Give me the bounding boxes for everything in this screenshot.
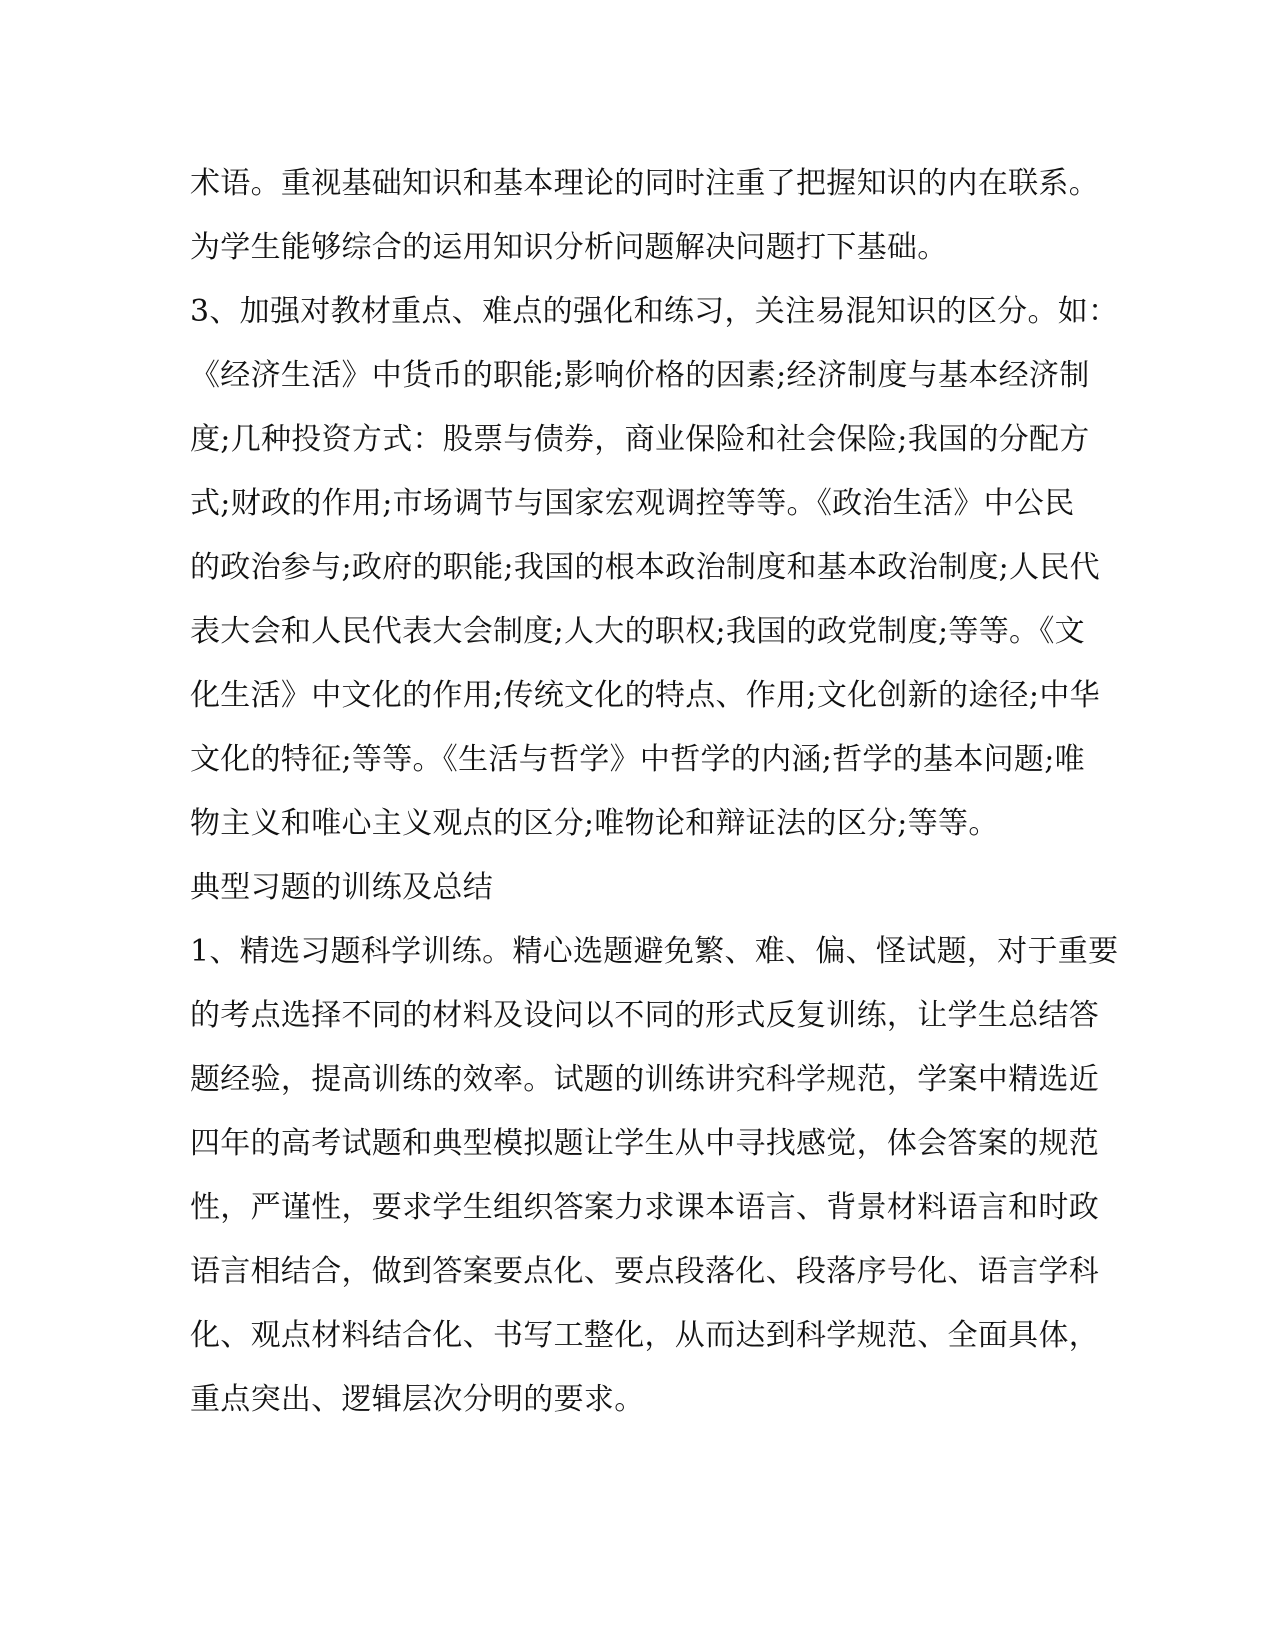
text-line: 度;几种投资方式：股票与债券，商业保险和社会保险;我国的分配方	[190, 422, 1090, 457]
text-line: 为学生能够综合的运用知识分析问题解决问题打下基础。	[190, 230, 948, 265]
text-line: 的政治参与;政府的职能;我国的根本政治制度和基本政治制度;人民代	[190, 550, 1100, 585]
text-line: 《经济生活》中货币的职能;影响价格的因素;经济制度与基本经济制	[190, 358, 1090, 393]
text-line: 的考点选择不同的材料及设问以不同的形式反复训练，让学生总结答	[190, 998, 1099, 1033]
text-line: 文化的特征;等等。《生活与哲学》中哲学的内涵;哲学的基本问题;唯	[190, 742, 1085, 777]
text-line: 重点突出、逻辑层次分明的要求。	[190, 1382, 645, 1417]
text-line: 四年的高考试题和典型模拟题让学生从中寻找感觉，体会答案的规范	[190, 1126, 1099, 1161]
text-line: 化、观点材料结合化、书写工整化，从而达到科学规范、全面具体，	[190, 1318, 1099, 1353]
section-heading: 典型习题的训练及总结	[190, 870, 493, 905]
text-line: 题经验，提高训练的效率。试题的训练讲究科学规范，学案中精选近	[190, 1062, 1099, 1097]
text-line: 性，严谨性，要求学生组织答案力求课本语言、背景材料语言和时政	[190, 1190, 1099, 1225]
text-line: 表大会和人民代表大会制度;人大的职权;我国的政党制度;等等。《文	[190, 614, 1085, 649]
text-line: 1、精选习题科学训练。精心选题避免繁、难、偏、怪试题，对于重要	[190, 934, 1119, 969]
text-line: 语言相结合，做到答案要点化、要点段落化、段落序号化、语言学科	[190, 1254, 1099, 1289]
text-line: 3、加强对教材重点、难点的强化和练习，关注易混知识的区分。如：	[190, 294, 1119, 329]
text-line: 术语。重视基础知识和基本理论的同时注重了把握知识的内在联系。	[190, 166, 1099, 201]
text-line: 式;财政的作用;市场调节与国家宏观调控等等。《政治生活》中公民	[190, 486, 1075, 521]
text-line: 物主义和唯心主义观点的区分;唯物论和辩证法的区分;等等。	[190, 806, 999, 841]
document-body	[190, 152, 1119, 1432]
text-line: 化生活》中文化的作用;传统文化的特点、作用;文化创新的途径;中华	[190, 678, 1100, 713]
